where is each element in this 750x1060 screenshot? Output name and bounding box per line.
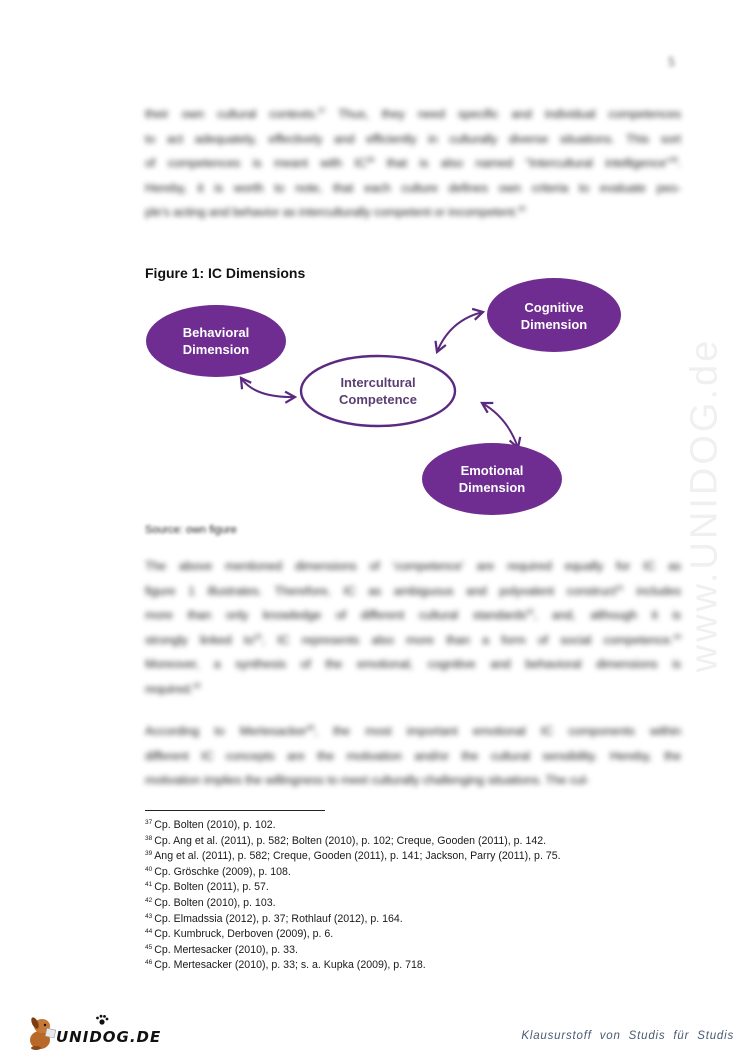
text-run: , IC represents also more than a form of social competence. bbox=[261, 632, 674, 647]
logo-text: UNIDOG.DE bbox=[56, 1028, 162, 1046]
paragraph-line bbox=[145, 151, 681, 176]
behavioral-ellipse bbox=[146, 305, 286, 377]
arrow-cognitive-center bbox=[437, 312, 483, 352]
paw-icon bbox=[96, 1015, 108, 1025]
footnotes bbox=[145, 818, 561, 974]
text-run: The above mentioned dimensions of ‘competence’ are required equally for IC as bbox=[145, 559, 681, 573]
text-run: Hereby, it is worth to note, that each culture defines own criteria to evaluate peo- bbox=[145, 180, 681, 195]
paragraph-line bbox=[145, 127, 681, 152]
center-ellipse bbox=[301, 356, 455, 426]
footnote bbox=[145, 896, 561, 912]
emotional-ellipse bbox=[422, 443, 562, 515]
node-center bbox=[301, 356, 455, 426]
footnote-ref[interactable]: 46 bbox=[306, 725, 315, 732]
text-run: to act adequately, effectively and efficiently in culturally diverse situations. This sort bbox=[145, 131, 681, 146]
paragraph-3 bbox=[145, 719, 681, 793]
node-cognitive bbox=[487, 278, 621, 352]
footnote-number: 45 bbox=[145, 943, 153, 951]
text-run: Moreover, a synthesis of the emotional, cognitive and behavioral dimensions is bbox=[145, 657, 681, 671]
footnote-separator bbox=[145, 810, 325, 811]
paragraph-line bbox=[145, 102, 681, 127]
text-run: According to Mertesacker bbox=[145, 724, 307, 738]
footnote-ref[interactable]: 42 bbox=[526, 609, 534, 616]
text-run: , the most important emotional IC components within bbox=[314, 724, 681, 738]
behavioral-label-2: Dimension bbox=[182, 342, 250, 357]
paragraph-line bbox=[145, 677, 681, 702]
footnote-ref[interactable]: 44 bbox=[673, 633, 681, 641]
text-run: includes bbox=[623, 583, 681, 598]
footnote bbox=[145, 849, 561, 865]
footnote bbox=[145, 943, 561, 959]
footnote bbox=[145, 834, 561, 850]
emotional-label-2: Dimension bbox=[458, 480, 526, 495]
figure-title: Figure 1: IC Dimensions bbox=[145, 265, 306, 281]
footnote-number: 43 bbox=[145, 912, 153, 920]
footnote bbox=[145, 912, 561, 928]
text-run: strongly linked to bbox=[145, 632, 255, 647]
center-label-2: Competence bbox=[338, 392, 418, 407]
node-emotional bbox=[422, 443, 562, 515]
text-run: . bbox=[677, 156, 681, 170]
footnote-text: Cp. Bolten (2010), p. 102. bbox=[154, 819, 276, 831]
paragraph-line bbox=[145, 628, 681, 653]
paragraph-line bbox=[145, 200, 681, 225]
node-behavioral bbox=[146, 305, 286, 377]
paragraph-line bbox=[145, 652, 681, 677]
footer-tagline: Klausurstoff von Studis für Studis bbox=[521, 1030, 734, 1042]
text-run: required. bbox=[145, 681, 194, 696]
paragraph-line bbox=[145, 768, 681, 793]
emotional-label-1: Emotional bbox=[460, 463, 524, 478]
footnote-text: Cp. Mertesacker (2010), p. 33; s. a. Kupka (2009), p. 718. bbox=[154, 959, 426, 972]
footnote-text: Ang et al. (2011), p. 582; Creque, Gooden (2011), p. 141; Jackson, Parry (2011), p. 75. bbox=[154, 850, 561, 863]
footnote-number: 40 bbox=[145, 865, 153, 873]
figure-source: Source: own figure bbox=[145, 524, 237, 536]
text-run: figure 1 illustrates. Therefore, IC as ambiguous and polyvalent construct bbox=[145, 583, 617, 598]
footnote-ref[interactable]: 37 bbox=[317, 108, 326, 115]
footnote-number: 39 bbox=[145, 850, 153, 858]
cognitive-label-2: Dimension bbox=[520, 317, 588, 332]
text-run: that is also named “Intercultural intelligence” bbox=[374, 156, 671, 170]
paragraph-line bbox=[145, 579, 681, 604]
paragraph-2 bbox=[145, 554, 681, 701]
paragraph-line bbox=[145, 176, 681, 201]
paragraph-line bbox=[145, 554, 681, 579]
footnote bbox=[145, 865, 561, 881]
footnote-ref[interactable]: 45 bbox=[193, 682, 201, 690]
text-run: ple’s acting and behavior as interculturally competent or incompetent. bbox=[145, 205, 518, 219]
footnote-text: Cp. Bolten (2011), p. 57. bbox=[154, 881, 269, 894]
text-run: more than only knowledge of different cultural standards bbox=[145, 608, 527, 622]
arrow-behavioral-center bbox=[241, 378, 295, 397]
footnote bbox=[145, 880, 561, 896]
footnote-number: 41 bbox=[145, 881, 153, 889]
footnote-number: 44 bbox=[145, 928, 153, 936]
center-label-1: Intercultural bbox=[340, 375, 416, 390]
ic-dimensions-diagram bbox=[130, 270, 630, 520]
footnote-text: Cp. Kumbruck, Derboven (2009), p. 6. bbox=[154, 928, 334, 941]
paragraph-1 bbox=[145, 102, 681, 225]
footnote-text: Cp. Elmadssia (2012), p. 37; Rothlauf (2012), p. 164. bbox=[154, 912, 403, 925]
footnote-text: Cp. Mertesacker (2010), p. 33. bbox=[154, 943, 298, 956]
text-run: their own cultural contexts. bbox=[145, 107, 318, 121]
behavioral-label-1: Behavioral bbox=[182, 325, 250, 340]
cognitive-ellipse bbox=[487, 278, 621, 352]
text-run: , and, although it is bbox=[533, 608, 681, 622]
paragraph-line bbox=[145, 603, 681, 628]
text-run: motivation implies the willingness to meet culturally challenging situations. The cul- bbox=[145, 773, 590, 787]
footnote-ref[interactable]: 41 bbox=[616, 584, 624, 592]
footnote-text: Cp. Bolten (2010), p. 103. bbox=[154, 896, 276, 909]
footnote-ref[interactable]: 39 bbox=[670, 157, 678, 164]
page-number: 5 bbox=[668, 54, 675, 69]
dog-icon bbox=[30, 1016, 56, 1050]
footnote-number: 42 bbox=[145, 896, 153, 904]
paragraph-line bbox=[145, 744, 681, 769]
paragraph-line bbox=[145, 719, 681, 744]
footnote-text: Cp. Ang et al. (2011), p. 582; Bolten (2010), p. 102; Creque, Gooden (2011), p. 142. bbox=[154, 834, 547, 847]
footnote-text: Cp. Gröschke (2009), p. 108. bbox=[154, 865, 291, 878]
text-run: different IC concepts are the motivation and/or the cultural sensibility. Hereby, the bbox=[145, 748, 681, 763]
text-run: Thus, they need specific and individual competences bbox=[325, 107, 681, 121]
footnote bbox=[145, 818, 561, 834]
footnote-ref[interactable]: 43 bbox=[254, 633, 262, 641]
arrow-emotional-center bbox=[482, 403, 518, 448]
footnote-ref[interactable]: 38 bbox=[366, 157, 375, 164]
footnote-number: 46 bbox=[145, 959, 153, 967]
footnote-number: 37 bbox=[145, 819, 153, 826]
footnote bbox=[145, 927, 561, 943]
footnote bbox=[145, 958, 561, 974]
cognitive-label-1: Cognitive bbox=[524, 300, 584, 315]
watermark: www.UNIDOG.de bbox=[683, 337, 726, 673]
footnote-ref[interactable]: 40 bbox=[517, 206, 526, 213]
text-run: of competences is meant with IC bbox=[145, 156, 367, 170]
footnote-number: 38 bbox=[145, 834, 153, 842]
